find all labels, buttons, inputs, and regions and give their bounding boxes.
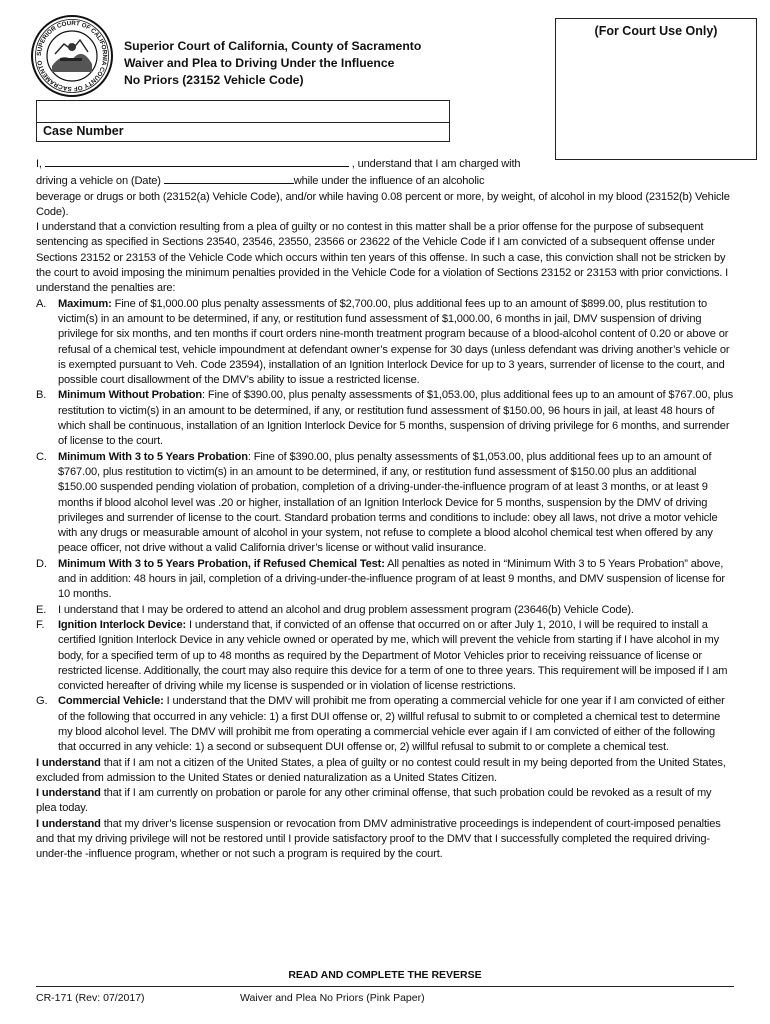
penalty-item-b: B. Minimum Without Probation: Fine of $390.00, plus penalty assessments of $1,053.00, plus additional fees up to an amount of $767.00, plus restitution to victim(s) in an amount to be determined, if any, or restitution fund assessment of $150.00, 96 hours in jail, at least 48 hours of which shall be continuous, installation of an Ignition Interlock Device for 5 months, suspension of driving privilege for 6 months, and surrender of license to the court. xyxy=(36,389,734,448)
read-reverse-notice: READ AND COMPLETE THE REVERSE xyxy=(288,969,482,981)
penalty-item-d: D. Minimum With 3 to 5 Years Probation, if Refused Chemical Test: All penalties as noted in “Minimum With 3 to 5 Years Probation” above, and in addition: 48 hours in jail, completion of a driving-under-the-influence program of at least 9 months, and DMV suspension of license for 10 months. xyxy=(36,557,725,601)
penalty-item-a: A. Maximum: Fine of $1,000.00 plus penalty assessments of $2,700.00, plus additional fees up to an amount of $899.00, plus restitution to victim(s) in an amount to be determined, if any, or restitution fund assessment of $1,000.00, 6 months in jail, DMV suspension of driving privilege for six months, and ten months if court orders nine-month treatment program because of a blood-alcohol content of 0.20 or above or refusal of a chemical test, vehicle impoundment at defendant owner’s expense for 30 days (unless defendant was driving another’s vehicle or is exempted pursuant to Veh. Code 23594), installation of an Ignition Interlock Device for up to 3 years, surrender of license to the court, and possible court disallowment of the DMV’s ability to issue a restricted license. xyxy=(36,297,730,387)
penalty-item-e: E. I understand that I may be ordered to attend an alcohol and drug problem assessment program (23646(b) Vehicle Code). xyxy=(36,603,634,616)
court-seal-icon xyxy=(30,14,114,98)
penalty-item-c: C. Minimum With 3 to 5 Years Probation: Fine of $390.00, plus penalty assessments of $1,053.00, plus additional fees up to an amount of $767.00, plus restitution to victim(s) in an amount to be determined, if any, or restitution fund assessment of $150.00 plus an additional $150.00 suspended pending violation of probation, completion of a driving-under-the-influence program of at least 3 months, or at least 9 months if blood alcohol level was .20 or higher, installation of an Ignition Interlock Device for 5 months, suspension by the DMV of driving privileges and surrender of license to the court. Standard probation terms and conditions to include: obey all laws, not drive a motor vehicle with any drugs or measurable amount of alcohol in your system, not refuse to complete a blood alcohol chemical test when offered by any peace officer, not drive without a valid California driver’s license or without valid insurance. xyxy=(36,450,718,555)
form-name: Waiver and Plea to Driving Under the Influence xyxy=(124,56,395,70)
case-number-divider xyxy=(37,122,449,123)
penalty-item-f: F. Ignition Interlock Device: I understand that, if convicted of an offense that occurred on or after July 1, 2010, I will be required to install a certified Ignition Interlock Device in any vehicle owned or operated by me, which will prevent the vehicle from starting if I have alcohol in my body, for a specified term of up to 48 months as required by the Department of Motor Vehicles prior to receiving reissuance of license or restricted license. Additionally, the court may also require this device for a term of one to three years. This requirement will be imposed if I am convicted hereafter of driving while my license is suspended or in violation of license restrictions. xyxy=(36,618,728,693)
case-number-label: Case Number xyxy=(43,124,124,138)
form-number: CR-171 (Rev: 07/2017) xyxy=(36,992,145,1004)
court-use-box xyxy=(555,18,757,160)
probation-paragraph: I understand that if I am currently on probation or parole for any other criminal offense, that such probation could be revoked as a result of my plea today. xyxy=(36,787,712,815)
dmv-paragraph: I understand that my driver’s license suspension or revocation from DMV administrative proceedings is independent of court-imposed penalties and that my driving privilege will not be restored until I provide satisfactory proof to the DMV that I successfully completed the required driving-under-the -influence program, whether or not such a program is required by the court. xyxy=(36,817,721,861)
form-title xyxy=(124,38,421,89)
court-use-label: (For Court Use Only) xyxy=(594,24,718,38)
svg-text:SUPERIOR COURT OF CALIFORNIA C: SUPERIOR COURT OF CALIFORNIA COUNTY OF SACRAMENTO xyxy=(35,19,109,93)
footer-divider xyxy=(36,986,734,987)
intro-line1: I, , understand that I am charged with xyxy=(36,155,734,172)
intro-line2: driving a vehicle on (Date) while under the influence of an alcoholic xyxy=(36,172,734,189)
case-number-field[interactable] xyxy=(36,100,450,142)
form-body xyxy=(36,155,734,863)
footer-title: Waiver and Plea No Priors (Pink Paper) xyxy=(240,992,425,1004)
defendant-name-field[interactable] xyxy=(45,155,349,167)
court-name: Superior Court of California, County of Sacramento xyxy=(124,39,422,53)
intro-rest: beverage or drugs or both (23152(a) Vehicle Code), and/or while having 0.08 percent or more, by weight, of alcohol in my blood (23152(b) Vehicle Code). xyxy=(36,190,730,218)
form-subtitle: No Priors (23152 Vehicle Code) xyxy=(124,73,304,87)
penalty-item-g: G. Commercial Vehicle: I understand that the DMV will prohibit me from operating a commercial vehicle for one year if I am convicted of either of the following that occurred in any vehicle: 1) a first DUI offense or, 2) willful refusal to submit to or completed a chemical test to determine my blood alcohol level. The DMV will prohibit me from operating a commercial vehicle ever again if I am convicted of either of the following that occurred in any vehicle: 1) a second or subsequent DUI offense or, 2) willful refusal to submit to or complete a chemical test. xyxy=(36,695,725,754)
citizenship-paragraph: I understand that if I am not a citizen of the United States, a plea of guilty or no contest could result in my being deported from the United States, excluded from admission to the United States or denied naturalization as a United States Citizen. xyxy=(36,756,726,784)
prior-offense-paragraph: I understand that a conviction resulting from a plea of guilty or no contest in this matter shall be a prior offense for the purpose of subsequent sentencing as specified in Sections 23540, 23546, 23550, 23566 or 23622 of the Vehicle Code if I am convicted of a subsequent offense under Sections 23152 or 23153 of the Vehicle Code which occurs within ten years of this offense. In such a case, this conviction shall not be stricken by the court to avoid imposing the minimum penalties provided in the Vehicle Code for a violation of Sections 23152 or 23153 with prior convictions. I understand the penalties are: xyxy=(36,221,729,295)
offense-date-field[interactable] xyxy=(164,172,294,184)
